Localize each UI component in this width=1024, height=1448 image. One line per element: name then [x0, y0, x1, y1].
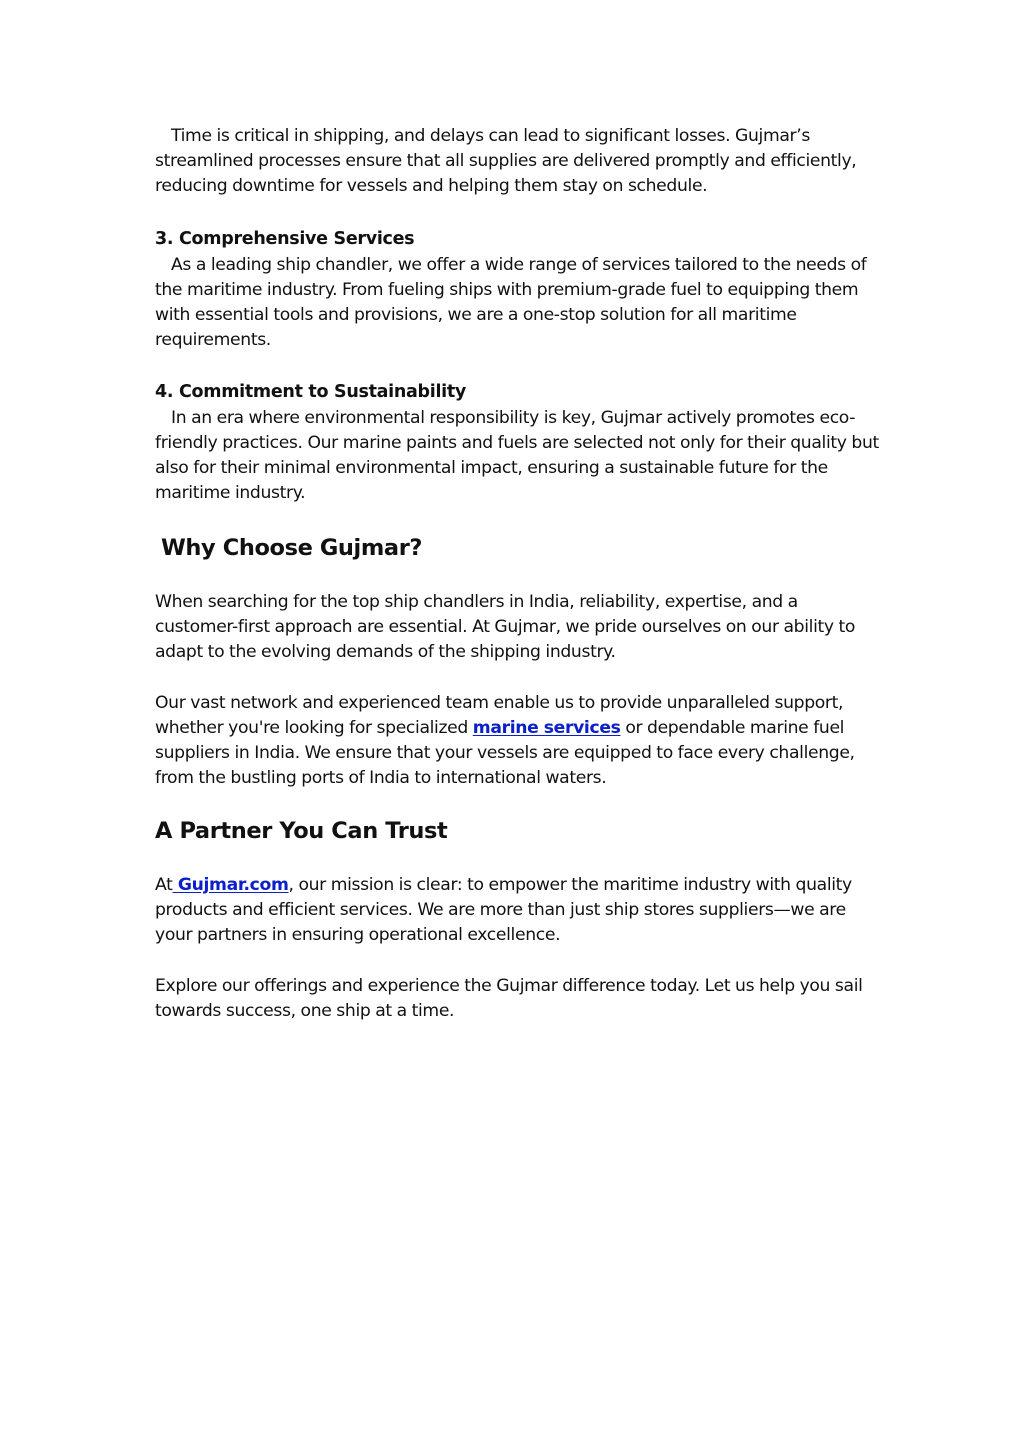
- services-paragraph: As a leading ship chandler, we offer a wide range of services tailored to the needs of the maritime industry. From fueling ships with premium-grade fuel to equipping them with essential tools and provisions, we are a one-stop solution for all maritime requirements.: [155, 255, 867, 351]
- gujmar-site-link[interactable]: Gujmar.com: [172, 875, 289, 895]
- why-paragraph-1: When searching for the top ship chandlers in India, reliability, expertise, and a customer-first approach are essential. At Gujmar, we pride ourselves on our ability to adapt to the evolving demands of the shipping industry.: [155, 592, 856, 663]
- sustainability-paragraph: In an era where environmental responsibility is key, Gujmar actively promotes eco-friendly practices. Our marine paints and fuels are selected not only for their quality but also for their minimal environmental impact, ensuring a sustainable future for the maritime industry.: [155, 408, 879, 504]
- partner-paragraph-1-text-before: At: [155, 875, 173, 895]
- services-heading: 3. Comprehensive Services: [155, 229, 415, 249]
- why-choose-heading: Why Choose Gujmar?: [161, 535, 423, 561]
- why-paragraph-2-text-before: Our vast network and experienced team enable us to provide unparalleled support, whether you're looking for specialized: [155, 693, 844, 739]
- partner-paragraph-2: Explore our offerings and experience the Gujmar difference today. Let us help you sail towards success, one ship at a time.: [155, 976, 863, 1022]
- why-paragraph-2: [155, 691, 885, 791]
- partner-heading: A Partner You Can Trust: [155, 818, 448, 844]
- partner-paragraph-1-text-after: , our mission is clear: to empower the maritime industry with quality products and efficient services. We are more than just ship stores suppliers—we are your partners in ensuring operational excellence.: [155, 875, 852, 946]
- partner-paragraph-1: [155, 873, 885, 948]
- intro-paragraph: Time is critical in shipping, and delays can lead to significant losses. Gujmar’s streamlined processes ensure that all supplies are delivered promptly and efficiently, reducing downtime for vessels and helping them stay on schedule.: [155, 126, 857, 197]
- sustainability-heading: 4. Commitment to Sustainability: [155, 382, 467, 402]
- marine-services-link[interactable]: marine services: [472, 718, 621, 739]
- why-paragraph-2-text-after: or dependable marine fuel suppliers in India. We ensure that your vessels are equipped to face every challenge, from the bustling ports of India to international waters.: [155, 718, 855, 789]
